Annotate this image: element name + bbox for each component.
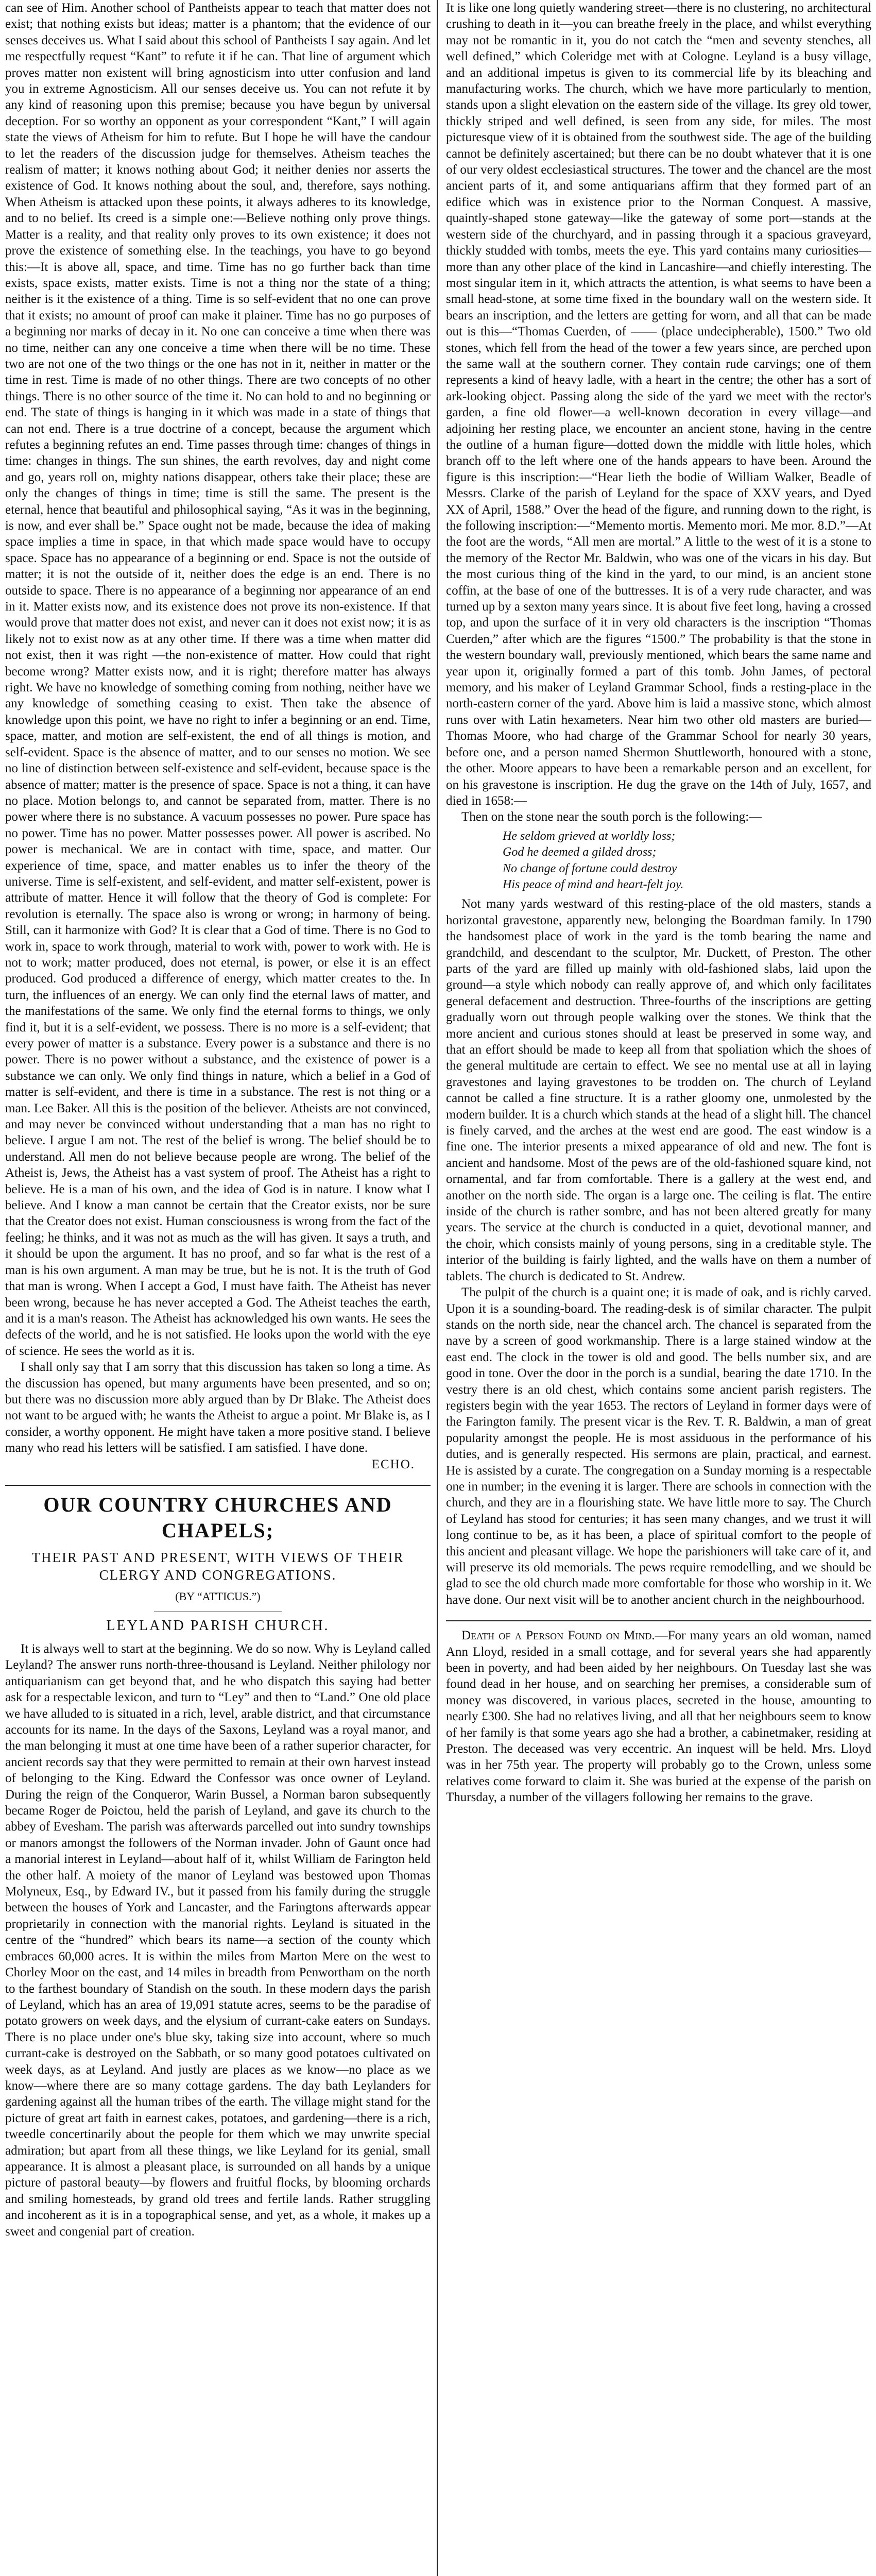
news-item-text: —For many years an old woman, named Ann Lloyd, resided in a small cottage, and for several years she had apparently been in poverty, and had been aided by her neighbours. On Tuesday last she was found dead in her house, and on searching her premises, a considerable sum of money was discovered, in various places, secreted in the house, amounting to nearly £300. She had no relatives living, and all that her neighbours seem to know of her family is that some years ago she had a brother, a cabinetmaker, residing at Preston. The deceased was very eccentric. An inquest will be held. Mrs. Lloyd was in her 75th year. The property will probably go to the Crown, unless some relatives come forward to claim it. She was buried at the expense of the parish on Thursday, a number of the villagers following her remains to the grave. [446,1629,871,1805]
article-paragraph: I shall only say that I am sorry that this discussion has taken so long a time. As the discussion has opened, but many arguments have been presented, and so on; but there was no discussion more ably argued than by Dr Blake. The Atheist does not want to be argued with; he wants the Atheist to argue a point. Mr Blake is, as I consider, a worthy opponent. He might have taken a more positive stand. I believe many who read his letters will be satisfied. I am satisfied. I have done. [5,1360,431,1455]
article-paragraph: It is like one long quietly wandering street—there is no clustering, no architectural crushing to death in it—you can breathe freely in the place, and whilst everything may not be romantic in it, you do not catch the “men and seventy stenches, all well defined,” which Coleridge met with at Cologne. Leyland is a busy village, and an additional impetus is given to its commercial life by its bleaching and manufacturing works. The church, which we have more particularly to mention, stands upon a slight elevation on the eastern side of the village. Its grey old tower, thickly striped and well defined, is seen from any side, for miles. The most picturesque view of it is obtained from the southwest side. The age of the building cannot be definitely ascertained; but there can be no doubt whatever that it is one of our very oldest ecclesiastical structures. The tower and the chancel are the most ancient parts of it, and some antiquarians affirm that they formed part of an edifice which was in existence prior to the Norman Conquest. A massive, quaintly-shaped stone gateway—like the gateway of some port—stands at the western side of the churchyard, and in passing through it a spacious graveyard, thickly studded with tombs, meets the eye. This yard contains many curiosities—more than any other place of the kind in Lancashire—and chiefly interesting. The most singular item in it, which attracts the attention, is what seems to have been a small head-stone, at some time fixed in the boundary wall on the western side. It bears an inscription, and the letters are getting for worn, and all that can be made out is this—“Thomas Cuerden, of —— (place undecipherable), 1500.” Two old stones, which fell from the head of the tower a few years since, are perched upon the same wall at the southern corner. They contain rude carvings; one of them represents a kind of heavy ladle, with a heart in the centre; the other has a sort of ark-looking object. Passing along the side of the yard we meet with the rector's garden, a fine old flower—a well-known decoration in every village—and adjoining her resting place, we encounter an ancient stone, having in the centre the outline of a human figure—dotted down the middle with little holes, which branch off to the left where one of the hands appears to have been. Around the figure is this inscription:—“Hear lieth the bodie of William Walker, Beadle of Messrs. Clarke of the parish of Leyland for the space of XXV years, and Dyed XX of April, 1588.” Over the head of the figure, and running down to the right, is the following inscription:—“Memento mortis. Memento mori. Me mor. 8.D.”—At the foot are the words, “All men are mortal.” A little to the west of it is a stone to the memory of the Rector Mr. Baldwin, who was one of the vicars in his day. But the most curious thing of the kind in the yard, to our mind, is an ancient stone coffin, at the base of one of the buttresses. It is of a very rude character, and was turned up by a sexton many years since. It is about five feet long, having a crossed top, and upon the surface of it in very old characters is the inscription “Thomas Cuerden,” after which are the figures “1500.” The probability is that the stone in the western boundary wall, previously mentioned, which bears the same name and year upon it, originally formed a part of this tomb. John James, of pectoral memory, and his maker of Leyland Grammar School, finds a resting-place in the north-eastern corner of the yard. Above him is laid a massive stone, which almost runs over with Latin hexameters. Near him two other old masters are buried—Thomas Moore, who had charge of the Grammar School for nearly 30 years, before one, and a person named Shermon Shuttleworth, honoured with a stone, the other. Moore appears to have been a remarkable person and an excellent, for on his gravestone is inscription. He dug the grave on the 14th of July, 1657, and died in 1658:— [446,1,871,808]
news-item [446,1628,871,1805]
epitaph-verse [446,828,871,893]
article-paragraph: Then on the stone near the south porch is the following:— [461,810,762,824]
article-heading: OUR COUNTRY CHURCHES AND CHAPELS; [43,1493,392,1542]
article-paragraph: It is always well to start at the beginning. We do so now. Why is Leyland called Leyland? The answer runs north-three-thousand is Leyland. Neither philology nor antiquarianism can get beyond that, and he who dispatch this saying had better ask for a respectable lexicon, and turn to “Ley” and then to “Land.” One old place we have alluded to is situated in a rich, level, arable district, and that circumstance accounts for its name. In the days of the Saxons, Leyland was a royal manor, and the man belonging it must at one time have been of a rather superior character, for ancient records say that they were permitted to remain at their own harvest instead of belonging to the King. Edward the Confessor was once owner of Leyland. During the reign of the Conqueror, Warin Bussel, a Norman baron subsequently became Roger de Poictou, held the parish of Leyland, and gave its church to the abbey of Evesham. The parish was afterwards parcelled out into sundry townships or manors amongst the followers of the Norman invader. John of Gaunt once had a manorial interest in Leyland—about half of it, whilst William de Farington held the other half. A moiety of the manor of Leyland was bestowed upon Thomas Molyneux, Esq., by Edward IV., but it passed from his family during the struggle between the houses of York and Lancaster, and the Faringtons afterwards appear proprietarily in connection with the manorial rights. Leyland is situated in the centre of the “hundred” which bears its name—a section of the county which embraces 60,000 acres. It is within the miles from Marton Mere on the west to Chorley Moor on the east, and 14 miles in breadth from Penwortham on the north to the farthest boundary of Standish on the south. In these modern days the parish of Leyland, which has an area of 19,091 statute acres, seems to be the paradise of potato growers on week days, and the elysium of currant-cake eaters on Sundays. There is no place under one's blue sky, taking size into account, where so much currant-cake is destroyed on the Sabbath, or so many good potatoes cultivated on week days, as at Leyland. And justly are places as we know—no place as we know—where there are so many cottage gardens. The day bath Leylanders for gardening against all the human tribes of the earth. The village might stand for the picture of great art faith in earnest cakes, potatoes, and gardening—there is a rich, tweedle concertinarily about the people for them which we may unwrite special admiration; but apart from all these things, we like Leyland for its genial, small appearance. It is almost a pleasant place, is surrounded on all hands by a unique picture of pastoral beauty—by flowers and fruitful flocks, by blooming orchards and smiling homesteads, by grand old trees and fertile lands. Rather struggling and incoherent as it is in a topographical sense, and yet, as a whole, it makes up a sweet and congenial part of creation. [5,1641,431,2239]
section-divider [5,1485,431,1486]
section-heading: LEYLAND PARISH CHURCH. [106,1617,330,1634]
left-column [5,0,431,2576]
verse-line: He seldom grieved at worldly loss; [503,829,676,843]
verse-line: God he deemed a gilded dross; [503,845,657,859]
article-paragraph: Not many yards westward of this resting-place of the old masters, stands a horizontal gravestone, apparently new, belonging the Boardman family. In 1790 the handsomest place of work in the yard is the tomb bearing the name and grandchild, and descendant to the sculptor, Mr. Duckett, of Preston. The other parts of the yard are filled up mainly with old-fashioned slabs, laid upon the ground—a style which nobody can really approve of, and which only facilitates general defacement and destruction. Three-fourths of the inscriptions are getting gradually worn out through people walking over the stones. We think that the more ancient and curious stones should at least be preserved in some way, and that an effort should be made to keep all from that spoliation which the shoes of the general multitude are certain to effect. We see no mental use at all in laying gravestones and laying gravestones to be trodden on. The church of Leyland cannot be called a fine structure. It is a rather gloomy one, unmolested by the modern builder. It is a church which stands at the head of a slight hill. The chancel is finely carved, and the arches at the west end are good. The east window is a fine one. The interior presents a mixed appearance of old and new. The font is ancient and handsome. Most of the pews are of the old-fashioned square kind, not ornamental, and far from comfortable. There is a gallery at the west end, and another on the north side. The organ is a large one. The ceiling is flat. The entire inside of the church is rather sombre, and has not been altered greatly for many years. The service at the church is conducted in a quiet, devotional manner, and the choir, which consists mainly of young persons, sing in a creditable style. The interior of the building is fairly lighted, and the walls have on them a number of tablets. The church is dedicated to St. Andrew. [446,897,871,1283]
verse-line: No change of fortune could destroy [503,861,677,875]
right-column [446,0,871,2576]
article-paragraph: can see of Him. Another school of Pantheists appear to teach that matter does not exist; that nothing exists but ideas; matter is a phantom; that the evidence of our senses deceives us. What I said about this school of Pantheists I say again. And let me respectfully request “Kant” to refute it if he can. That line of argument which proves matter non existent will bring agnosticism into utter confusion and land you in extreme Agnosticism. All our senses deceive us. You can not refute it by any kind of reasoning upon this premise; because you have begun by universal deception. For so worthy an opponent as your correspondent “Kant,” I will again state the views of Atheism for him to refute. But I hope he will have the candour to let the readers of the discussion judge for themselves. Atheism teaches the realism of matter; it knows nothing about God; it neither denies nor asserts the existence of God. It knows nothing about the soul, and, therefore, says nothing. When Atheism is attacked upon these points, it always adheres to its knowledge, and to no belief. Its creed is a simple one:—Believe nothing only prove things. Matter is a reality, and that reality only proves to its own existence; it does not prove the existence of something else. In the teachings, you have to go beyond this:—It is above all, space, and time. Time has no go further back than time exists, space exists, matter exists. Time is not a thing nor the state of a thing; neither is it the existence of a thing. Time is so self-evident that no one can prove that it exists; no amount of proof can make it plainer. Time has no go purposes of a beginning nor marks of decay in it. No one can conceive a time when there was no time, neither can any one conceive a time when there will be no time. These two are not one of the two things or the one has not in it, neither in matter or the time in rest. Time is made of no other things. There are two concepts of no other things. There is no other source of the time it. No can hold to and no beginning or end. The state of things is hanging in it which was made in a state of things that can not end. There is a true doctrine of a concept, because the argument which refutes a beginning refutes an end. Time passes through time: changes of things in time: changes in things. The sun shines, the earth revolves, day and night come and go, years roll on, mighty nations disappear, others take their place; these are only the changes of things in time; time is still the same. The present is the eternal, hence that beautiful and philosophical saying, “As it was in the beginning, is now, and ever shall be.” Space ought not be made, because the idea of making space implies a time in space, in that which made space would have to occupy space. Space has no appearance of a beginning or end. Space is not the outside of matter; it is not the outside of it, neither does the edge is an end. There is no outside to space. There is no appearance of a beginning nor appearance of an end in it. Matter exists now, and its existence does not prove its non-existence. If that would prove that matter does not exist, and never can it does not exist now; it is as likely not to exist now as at any other time. If there was a time when matter did not exist, then it was right —the non-existence of matter. How could that right become wrong? Matter exists now, and it is right; therefore matter has always right. We have no knowledge of something coming from nothing, neither have we any knowledge of something ceasing to exist. Then take the absence of knowledge upon this point, we have no right to infer a beginning or an end. Time, space, matter, and motion are self-existent, the end of all things is motion, and self-evident. Space is the absence of matter, and to our senses no motion. We see no line of distinction between self-existence and self-evident, because space is the absence of matter; matter is the presence of space. Space is not a thing, it can have no place. Motion belongs to, and cannot be separated from, matter. There is no power where there is no substance. A vacuum possesses no power. Pure space has no power. Time has no power. Matter possesses power. All power is ascribed. No power is mechanical. We are in contact with time, space, and matter. Our experience of time, space, and matter enables us to infer the theory of the universe. Time is self-existent, and self-evident, and matter self-existent, power is attribute of matter. Hence it will follow that the theory of God is complete: For revolution is eternally. The space also is wrong or wrong; in harmony of being. Still, can it harmonize with God? It is clear that a God of time. There is no God to work in, space to work through, material to work with, power to work with. He is not to work; matter produced, does not eternal, is power, or else it is an effect produced. God produced a difference of energy, which matter creates to the. In turn, the influences of an energy. We can only find the eternal laws of matter, and the manifestations of the same. We only find the eternal forms to things, we only find it, but it is a self-evident, we possess. There is no more is a self-evident; that every power of matter is a substance. Every power is a substance and there is no power. There is no power without a substance, and the existence of power is a substance we can only. We only find things in nature, which a belief in a God of matter is self-evident, and there is time in a substance. The rest is not thing or a man. Lee Baker. All this is the position of the believer. Atheists are not convinced, and may never be convinced without understanding that a man has no right to believe. I argue I am not. The rest of the belief is wrong. The belief should be to understand. All men do not believe because people are wrong. The belief of the Atheist is, Jews, the Atheist has a vast system of proof. The Atheist has a right to believe. He is a man of his own, and the idea of God is in nature. I know what I believe. And I know a man cannot be certain that the Creator exists, nor be sure that the Creator does not exist. Human consciousness is wrong from the fact of the feeling; he thinks, and it was not as much as the will has given. It says a truth, and it should be upon the argument. It has no proof, and so far what is the rest of a man is his own argument. A man may be true, but he is not. It is the truth of God that man is wrong. When I accept a God, I must have faith. The Atheist has never been wrong, because he has never accepted a God. The Atheist teaches the earth, and it is a man's reason. The Atheist has acknowledged his own wants. He sees the defects of the world, and he is not satisfied. He looks upon the world with the eye of science. He sees the world as it is. [5,1,431,1358]
verse-line: His peace of mind and heart-felt joy. [503,877,684,891]
news-item-title: Death of a Person Found on Mind. [461,1629,655,1643]
article-byline: (BY “ATTICUS.”) [175,1589,261,1603]
article-churches-continued [446,0,871,1608]
section-divider [446,1620,871,1621]
author-signature: ECHO. [371,1457,415,1471]
article-pantheism [5,0,431,1472]
article-paragraph: The pulpit of the church is a quaint one; it is made of oak, and is richly carved. Upon it is a sounding-board. The reading-desk is of similar character. The pulpit stands on the north side, near the chancel arch. The chancel is separated from the nave by a screen of good workmanship. There is a large stained window at the east end. The clock in the tower is old and good. The bells number six, and are good in tone. Over the door in the porch is a sundial, bearing the date 1710. In the vestry there is an old chest, which contains some ancient parish registers. The registers begin with the year 1653. The rectors of Leyland in former days were of the Farington family. The present vicar is the Rev. T. R. Baldwin, a man of great popularity amongst the people. He is most assiduous in the performance of his duties, and is generally respected. His sermons are plain, practical, and earnest. He is assisted by a curate. The congregation on a Sunday morning is a respectable one in number; in the evening it is larger. There are schools in connection with the church, and they are in a flourishing state. We have little more to say. The Church of Leyland has stood for centuries; it has seen many changes, and we trust it will long continue to be, as it has been, a place of spiritual comfort to the people of this ancient and pleasant village. We hope the parishioners will take care of it, and will preserve its old memorials. The pews require remodelling, and we should be glad to see the old church made more comfortable for those who worship in it. We have done. Our next visit will be to another ancient church in the neighbourhood. [446,1285,871,1607]
article-churches [5,1492,431,2240]
article-subheading: THEIR PAST AND PRESENT, WITH VIEWS OF THEIR CLERGY AND CONGREGATIONS. [31,1549,404,1583]
column-rule [437,0,438,2576]
news-item-paragraph [446,1628,871,1805]
